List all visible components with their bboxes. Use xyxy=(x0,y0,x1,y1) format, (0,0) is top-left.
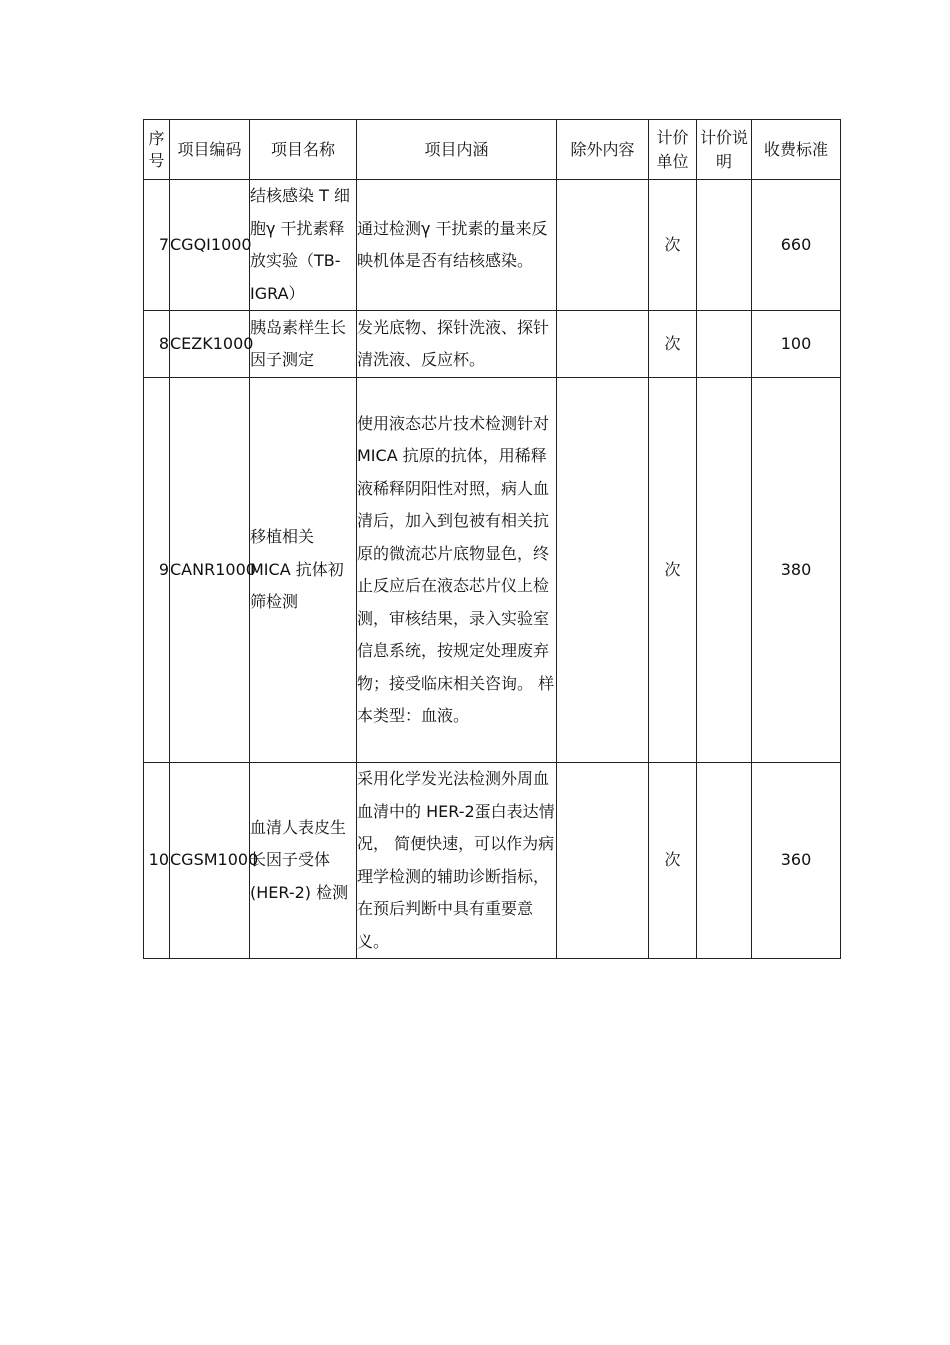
header-code: 项目编码 xyxy=(170,120,250,180)
row-unit: 次 xyxy=(649,311,697,378)
row-name: 胰岛素样生长因子测定 xyxy=(250,311,357,378)
table-row xyxy=(144,180,841,311)
header-excluded: 除外内容 xyxy=(557,120,649,180)
row-price: 100 xyxy=(752,311,841,378)
row-price: 360 xyxy=(752,763,841,959)
row-unit: 次 xyxy=(649,378,697,763)
row-excluded xyxy=(557,763,649,959)
row-price: 380 xyxy=(752,378,841,763)
row-unit: 次 xyxy=(649,180,697,311)
row-content: 采用化学发光法检测外周血血清中的 HER-2蛋白表达情况， 简便快速，可以作为病理学检测的辅助诊断指标， 在预后判断中具有重要意义。 xyxy=(357,763,557,959)
header-name: 项目名称 xyxy=(250,120,357,180)
row-name: 移植相关 MICA 抗体初筛检测 xyxy=(250,378,357,763)
table-row xyxy=(144,763,841,959)
row-code: CEZK1000 xyxy=(170,311,250,378)
row-code: CGQI1000 xyxy=(170,180,250,311)
row-seq: 7 xyxy=(144,180,170,311)
header-note: 计价说明 xyxy=(697,120,752,180)
fee-table xyxy=(143,119,841,959)
row-name: 血清人表皮生长因子受体(HER-2) 检测 xyxy=(250,763,357,959)
row-excluded xyxy=(557,311,649,378)
row-note xyxy=(697,180,752,311)
header-unit: 计价单位 xyxy=(649,120,697,180)
row-content: 通过检测γ 干扰素的量来反映机体是否有结核感染。 xyxy=(357,180,557,311)
row-code: CGSM1000 xyxy=(170,763,250,959)
table-row xyxy=(144,311,841,378)
row-code: CANR1000 xyxy=(170,378,250,763)
header-price: 收费标准 xyxy=(752,120,841,180)
row-seq: 9 xyxy=(144,378,170,763)
row-note xyxy=(697,763,752,959)
row-excluded xyxy=(557,378,649,763)
row-excluded xyxy=(557,180,649,311)
row-seq: 8 xyxy=(144,311,170,378)
row-note xyxy=(697,378,752,763)
row-price: 660 xyxy=(752,180,841,311)
row-content: 发光底物、探针洗液、探针清洗液、反应杯。 xyxy=(357,311,557,378)
row-note xyxy=(697,311,752,378)
table-row xyxy=(144,378,841,763)
row-seq: 10 xyxy=(144,763,170,959)
header-row xyxy=(144,120,841,180)
header-seq: 序号 xyxy=(144,120,170,180)
header-content: 项目内涵 xyxy=(357,120,557,180)
row-name: 结核感染 T 细胞γ 干扰素释放实验（TB-IGRA） xyxy=(250,180,357,311)
row-unit: 次 xyxy=(649,763,697,959)
row-content: 使用液态芯片技术检测针对 MICA 抗原的抗体，用稀释液稀释阴阳性对照，病人血清后，加入到包被有相关抗原的微流芯片底物显色，终止反应后在液态芯片仪上检测，审核结果，录入实验室信息系统，按规定处理废弃物；接受临床相关咨询。 样本类型：血液。 xyxy=(357,378,557,763)
